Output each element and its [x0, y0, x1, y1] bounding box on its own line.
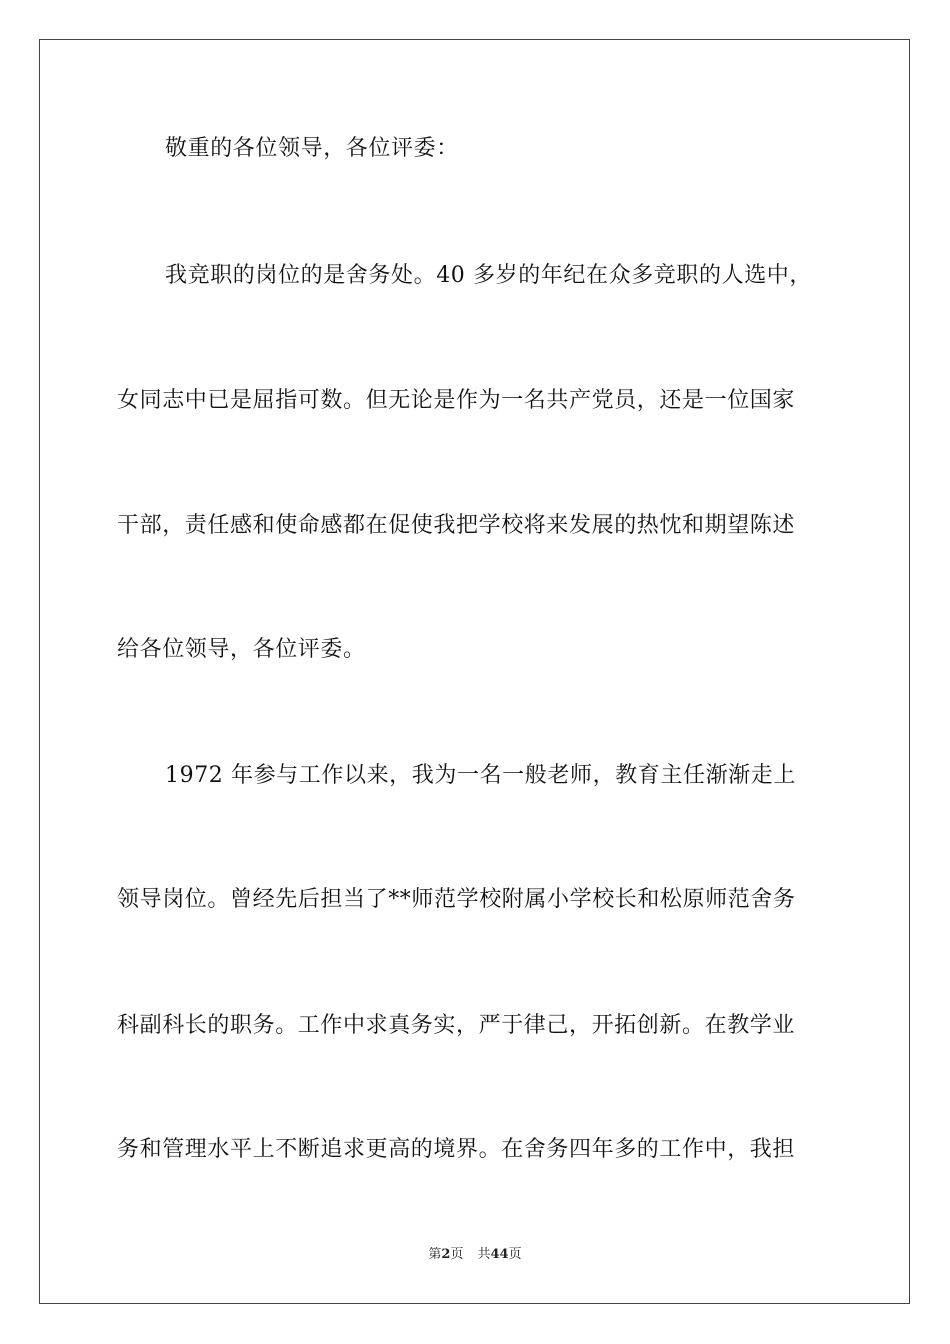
- page-footer: [0, 1246, 950, 1264]
- page-border: [39, 39, 910, 1304]
- paragraph-line: 科副科长的职务。工作中求真务实，严于律己，开拓创新。在教学业: [117, 1013, 796, 1038]
- total-suffix: 页: [508, 1247, 522, 1262]
- paragraph-line: 女同志中已是屈指可数。但无论是作为一名共产党员，还是一位国家: [117, 388, 796, 413]
- page-prefix: 第: [428, 1247, 442, 1262]
- total-prefix: 共: [477, 1247, 491, 1262]
- paragraph-line: 干部，责任感和使命感都在促使我把学校将来发展的热忱和期望陈述: [117, 513, 796, 538]
- paragraph-line: 领导岗位。曾经先后担当了**师范学校附属小学校长和松原师范舍务: [117, 887, 796, 912]
- paragraph-line: 1972 年参与工作以来，我为一名一般老师，教育主任渐渐走上: [165, 763, 796, 788]
- paragraph-line: 务和管理水平上不断追求更高的境界。在舍务四年多的工作中，我担: [117, 1137, 796, 1162]
- page-number: 2: [441, 1247, 451, 1262]
- total-pages: 44: [490, 1247, 509, 1262]
- paragraph-line: 给各位领导，各位评委。: [117, 637, 366, 662]
- salutation-line: 敬重的各位领导，各位评委：: [165, 136, 459, 161]
- paragraph-line: 我竞职的岗位的是舍务处。40 多岁的年纪在众多竞职的人选中，: [165, 263, 812, 288]
- page-suffix: 页: [450, 1247, 464, 1262]
